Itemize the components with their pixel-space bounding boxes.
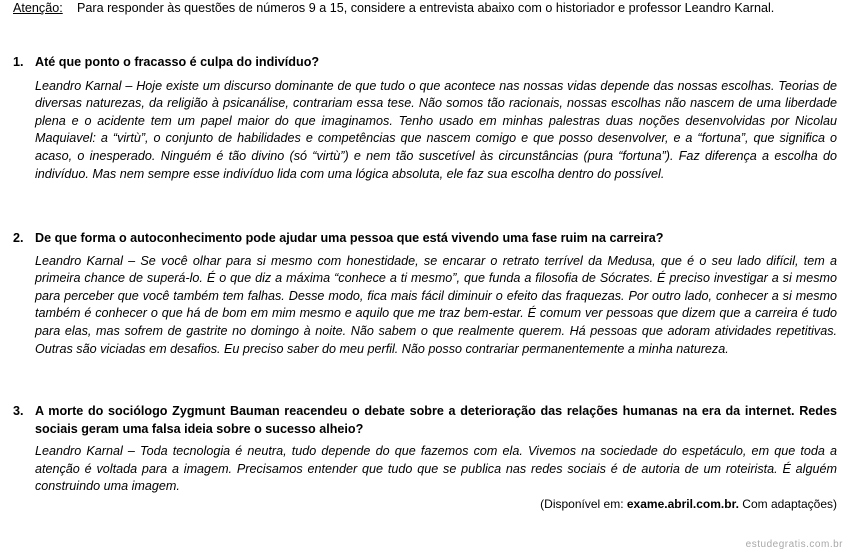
notice-text: Para responder às questões de números 9 a 15, considere a entrevista abaixo com o historiador e professor Leandro Karnal. [77,1,775,15]
source-prefix: (Disponível em: [540,497,627,511]
answer-text: Leandro Karnal – Hoje existe um discurso dominante de que tudo o que acontece nas nossas vidas depende das nossas escolhas. Teorias de diversas naturezas, da religião à psicanálise, contrariam essa tese. Não somos tão racionais, nossas escolhas não nascem de uma liberdade plena e o acidente tem um papel maior do que imaginamos. Tenho usado em minhas palestras duas noções desenvolvidas por Nicolau Maquiavel: a “virtù”, o conjunto de habilidades e competências que nascem comigo e que posso desenvolver, e a “fortuna”, que significa o acaso, o inesperado. Ninguém é tão divino (só “virtù”) e nem tão suscetível às circunstâncias (pura “fortuna”). Faz diferença a escolha do indivíduo. Mas nem sempre esse indivíduo lida com uma lógica absoluta, ele faz sua escolha dentro do possível. [35,78,837,181]
question-block-1 [13,54,837,183]
question-heading: A morte do sociólogo Zygmunt Bauman reacendeu o debate sobre a deterioração das relações humanas na era da internet. Redes sociais geram uma falsa ideia sobre o sucesso alheio? [35,404,837,436]
notice-label: Atenção: [13,1,63,15]
notice [13,0,843,18]
source-citation [540,496,837,514]
source-site: exame.abril.com.br. [626,497,739,511]
source-suffix: Com adaptações) [738,497,837,511]
question-block-2 [13,230,837,358]
answer-text: Leandro Karnal – Toda tecnologia é neutra, tudo depende do que fazemos com ela. Vivemos na sociedade do espetáculo, em que toda a atenção é voltada para a imagem. Precisamos entender que tudo que se publica nas redes sociais é de autoria de um roteirista. É alguém construindo uma imagem. [35,444,837,494]
question-number: 1. [13,55,24,69]
question-number: 2. [13,231,24,245]
watermark: estudegratis.com.br [745,539,843,550]
question-heading: Até que ponto o fracasso é culpa do indivíduo? [35,55,320,69]
answer-text: Leandro Karnal – Se você olhar para si mesmo com honestidade, se encarar o retrato terrível da Medusa, que é o seu lado difícil, tem a primeira chance de superá-lo. É o que diz a máxima “conhece a ti mesmo”, que funda a filosofia de Sócrates. É preciso investigar a si mesmo para perceber que você também tem falhas. Desse modo, fica mais fácil diminuir o efeito das fraquezas. Por outro lado, conhecer a si mesmo também é conhecer o que há de bom em mim mesmo e aquilo que me traz bem-estar. É comum ver pessoas que dizem que a carreira é tudo para elas, mas sofrem de gastrite no domingo à noite. Não sabem o que realmente querem. Há pessoas que adoram atividades repetitivas. Outras são viciadas em desafios. Eu preciso saber do meu perfil. Não posso contrariar permanentemente a minha natureza. [35,253,837,356]
question-heading: De que forma o autoconhecimento pode ajudar uma pessoa que está vivendo uma fase ruim na carreira? [35,231,664,245]
question-number: 3. [13,404,24,418]
question-block-3 [13,403,837,496]
